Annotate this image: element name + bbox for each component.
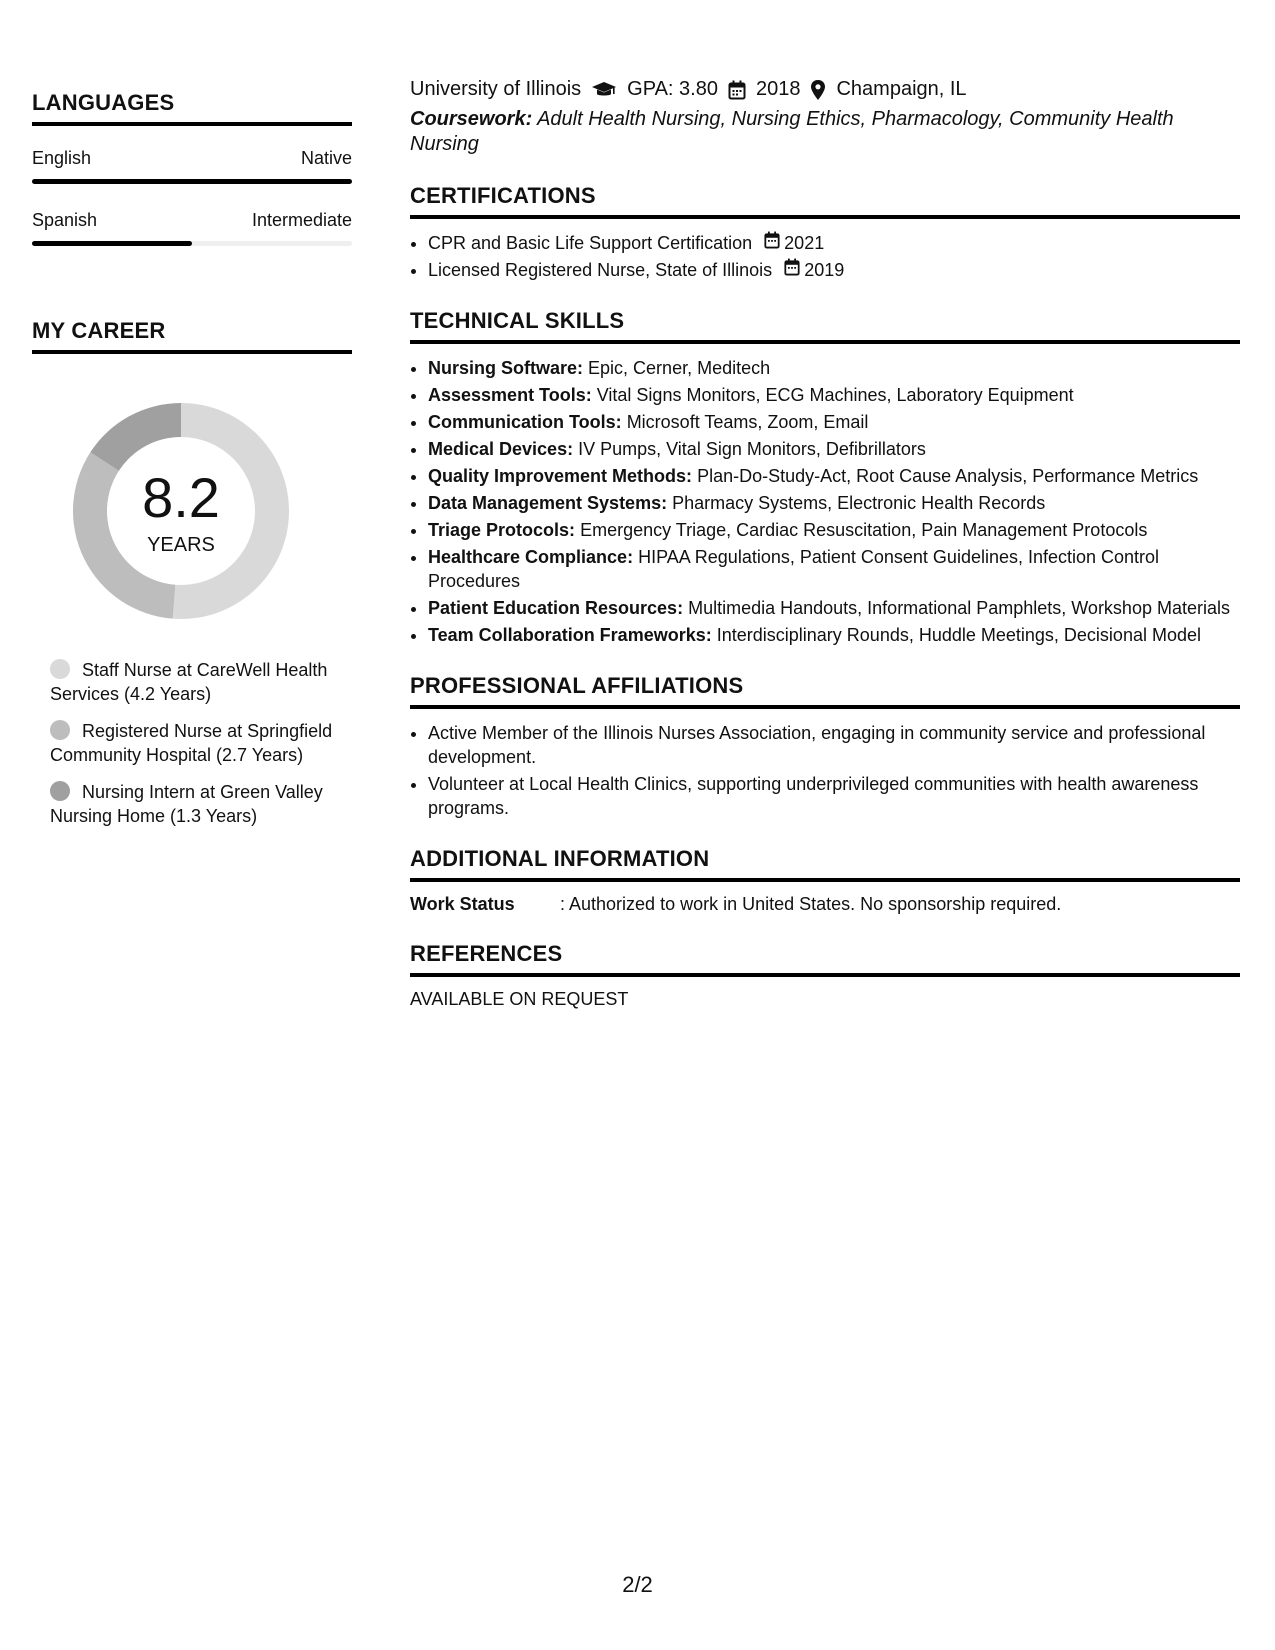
skill-label: Triage Protocols: <box>428 520 576 540</box>
references-text: AVAILABLE ON REQUEST <box>410 989 629 1009</box>
list-item <box>428 410 1240 434</box>
calendar-icon <box>784 258 800 282</box>
legend-label: Registered Nurse at Springfield Community Hospital (2.7 Years) <box>50 721 333 765</box>
career-legend <box>32 658 352 828</box>
skill-value: Pharmacy Systems, Electronic Health Records <box>672 493 1046 513</box>
calendar-icon <box>764 231 780 255</box>
skill-label: Data Management Systems: <box>428 493 668 513</box>
skill-label: Assessment Tools: <box>428 385 592 405</box>
list-item <box>428 623 1240 647</box>
education-line <box>410 78 1240 101</box>
education-location: Champaign, IL <box>836 78 967 100</box>
legend-label: Staff Nurse at CareWell Health Services (4.2 Years) <box>50 660 328 704</box>
references-title: REFERENCES <box>410 941 1240 977</box>
cert-name: CPR and Basic Life Support Certification <box>428 233 753 253</box>
language-item-spanish <box>32 210 352 246</box>
skill-value: Interdisciplinary Rounds, Huddle Meetings, Decisional Model <box>716 625 1201 645</box>
skills-list <box>410 356 1240 647</box>
list-item <box>428 545 1240 593</box>
skill-value: Plan-Do-Study-Act, Root Cause Analysis, Performance Metrics <box>697 466 1199 486</box>
list-item: • Volunteer at Local Health Clinics, supporting underprivileged communities with health awareness programs. <box>428 772 1240 820</box>
cert-year: 2021 <box>784 233 825 253</box>
language-item-english <box>32 148 352 184</box>
coursework <box>410 107 1240 157</box>
skill-value: HIPAA Regulations, Patient Consent Guidelines, Infection Control Procedures <box>428 547 1160 591</box>
list-item <box>428 258 1240 282</box>
language-bar-fill <box>32 241 192 246</box>
coursework-list: Adult Health Nursing, Nursing Ethics, Pharmacology, Community Health Nursing <box>410 108 1174 155</box>
references-section <box>410 941 1240 1010</box>
legend-item <box>50 719 352 767</box>
additional-section <box>410 846 1240 915</box>
skill-label: Medical Devices: <box>428 439 574 459</box>
legend-dot-icon <box>50 659 70 679</box>
legend-label: Nursing Intern at Green Valley Nursing Home (1.3 Years) <box>50 782 323 826</box>
list-item <box>428 464 1240 488</box>
skills-section <box>410 308 1240 647</box>
skill-value: Epic, Cerner, Meditech <box>588 358 771 378</box>
certifications-title: CERTIFICATIONS <box>410 183 1240 219</box>
legend-dot-icon <box>50 720 70 740</box>
cert-name: Licensed Registered Nurse, State of Illinois <box>428 260 773 280</box>
legend-item <box>50 780 352 828</box>
certifications-section <box>410 183 1240 282</box>
location-pin-icon <box>810 79 826 101</box>
language-bar <box>32 179 352 184</box>
affiliations-section <box>410 673 1240 820</box>
right-column <box>410 78 1240 1010</box>
skill-label: Patient Education Resources: <box>428 598 684 618</box>
education-gpa: GPA: 3.80 <box>627 78 718 100</box>
list-item <box>428 437 1240 461</box>
cert-year: 2019 <box>804 260 845 280</box>
graduation-cap-icon <box>591 81 617 99</box>
work-status-row <box>410 894 1240 915</box>
left-column <box>32 90 352 841</box>
donut-segment-2 <box>90 403 181 471</box>
career-total: 8.2 <box>142 466 220 529</box>
coursework-label: Coursework: <box>410 108 533 130</box>
career-section <box>32 318 352 828</box>
page-number: 2/2 <box>622 1572 653 1597</box>
skill-value: Multimedia Handouts, Informational Pamphlets, Workshop Materials <box>688 598 1230 618</box>
list-item <box>428 518 1240 542</box>
list-item <box>428 383 1240 407</box>
skill-value: IV Pumps, Vital Sign Monitors, Defibrillators <box>578 439 926 459</box>
affiliations-title: PROFESSIONAL AFFILIATIONS <box>410 673 1240 709</box>
legend-dot-icon <box>50 781 70 801</box>
work-status-value: : Authorized to work in United States. No sponsorship required. <box>560 894 1062 914</box>
skill-value: Vital Signs Monitors, ECG Machines, Laboratory Equipment <box>596 385 1074 405</box>
skill-label: Healthcare Compliance: <box>428 547 634 567</box>
skill-label: Team Collaboration Frameworks: <box>428 625 712 645</box>
education-year: 2018 <box>755 78 801 100</box>
language-bar <box>32 241 352 246</box>
language-name: English <box>32 148 92 168</box>
skills-title: TECHNICAL SKILLS <box>410 308 1240 344</box>
language-name: Spanish <box>32 210 98 230</box>
language-level: Native <box>300 148 352 168</box>
language-bar-fill <box>32 179 352 184</box>
skill-value: Emergency Triage, Cardiac Resuscitation, Pain Management Protocols <box>580 520 1148 540</box>
education-school: University of Illinois <box>410 78 582 100</box>
skill-label: Nursing Software: <box>428 358 584 378</box>
list-item <box>428 356 1240 380</box>
list-item: • Active Member of the Illinois Nurses Association, engaging in community service and professional development. <box>428 721 1240 769</box>
list-item <box>428 491 1240 515</box>
affiliations-list <box>410 721 1240 820</box>
career-donut <box>66 396 296 626</box>
list-item <box>428 596 1240 620</box>
career-title: MY CAREER <box>32 318 352 354</box>
list-item <box>428 231 1240 255</box>
additional-title: ADDITIONAL INFORMATION <box>410 846 1240 882</box>
work-status-label: Work Status <box>410 894 515 914</box>
legend-item <box>50 658 352 706</box>
skill-label: Communication Tools: <box>428 412 622 432</box>
skill-value: Microsoft Teams, Zoom, Email <box>626 412 869 432</box>
languages-title: LANGUAGES <box>32 90 352 126</box>
language-level: Intermediate <box>251 210 352 230</box>
calendar-icon <box>728 80 746 100</box>
career-unit: YEARS <box>147 534 215 556</box>
certifications-list <box>410 231 1240 282</box>
skill-label: Quality Improvement Methods: <box>428 466 693 486</box>
